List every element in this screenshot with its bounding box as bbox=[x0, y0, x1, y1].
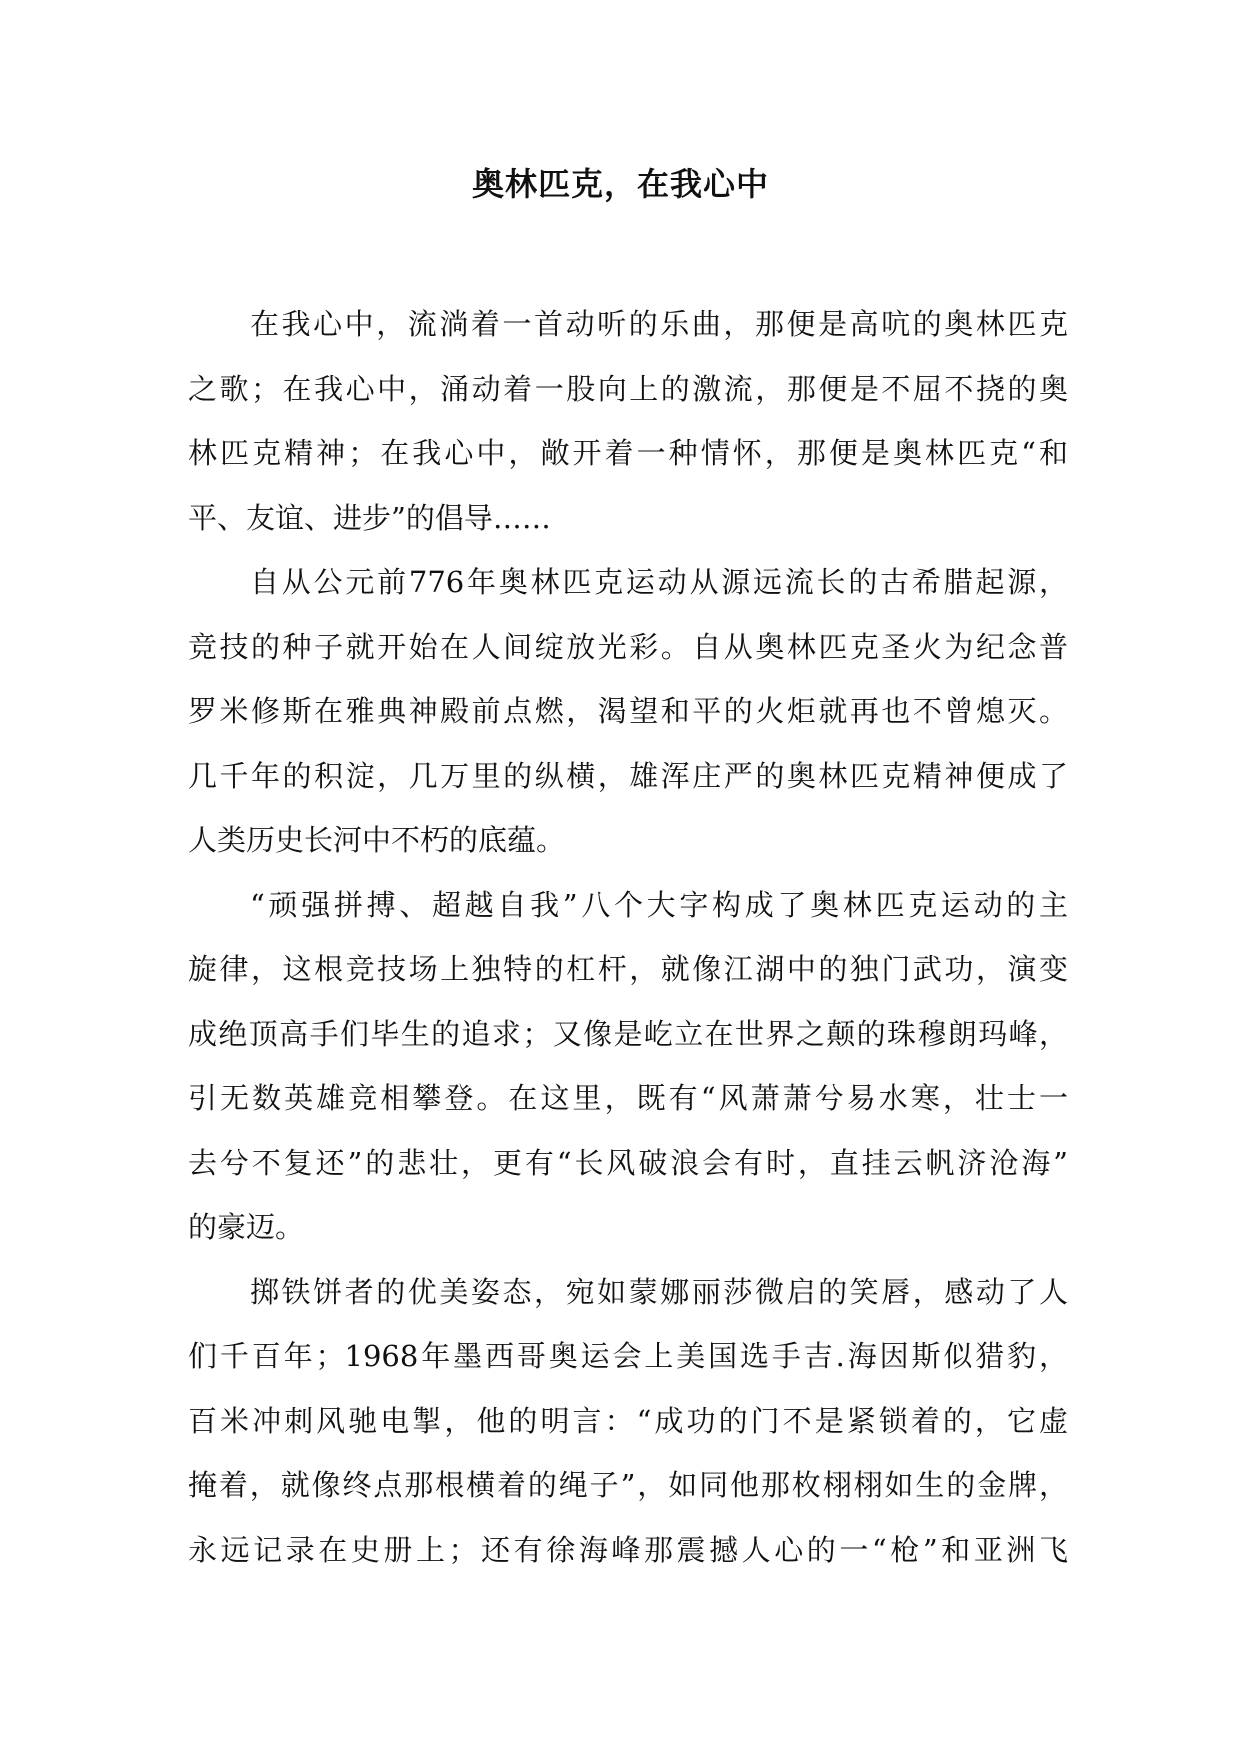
text-line: 竞技的种子就开始在人间绽放光彩。自从奥林匹克圣火为纪念普 bbox=[188, 629, 1068, 664]
text-line: 几千年的积淀，几万里的纵横，雄浑庄严的奥林匹克精神便成了 bbox=[188, 758, 1068, 793]
text-line: 在我心中，流淌着一首动听的乐曲，那便是高吭的奥林匹克 bbox=[250, 307, 1068, 341]
paragraph-4 bbox=[188, 1260, 1068, 1583]
text-line: 旋律，这根竞技场上独特的杠杆，就像江湖中的独门武功，演变 bbox=[188, 952, 1068, 986]
text-line: 引无数英雄竞相攀登。在这里，既有“风萧萧兮易水寒，壮士一 bbox=[188, 1081, 1068, 1115]
text-line: “顽强拼搏、超越自我”八个大字构成了奥林匹克运动的主 bbox=[250, 887, 1068, 922]
text-line: 林匹克精神；在我心中，敞开着一种情怀，那便是奥林匹克“和 bbox=[188, 436, 1068, 470]
text-line: 永远记录在史册上；还有徐海峰那震撼人心的一“枪”和亚洲飞 bbox=[188, 1532, 1068, 1567]
paragraph-3 bbox=[188, 873, 1068, 1260]
text-line: 之歌；在我心中，涌动着一股向上的激流，那便是不屈不挠的奥 bbox=[188, 371, 1068, 406]
text-line: 人类历史长河中不朽的底蕴。 bbox=[188, 823, 566, 857]
text-line: 自从公元前776年奥林匹克运动从源远流长的古希腊起源， bbox=[250, 565, 1068, 599]
document-body bbox=[188, 292, 1068, 1582]
document-title: 奥林匹克，在我心中 bbox=[471, 165, 769, 203]
paragraph-1 bbox=[188, 292, 1068, 550]
text-line: 掩着，就像终点那根横着的绳子”，如同他那枚栩栩如生的金牌， bbox=[188, 1468, 1068, 1502]
text-line: 罗米修斯在雅典神殿前点燃，渴望和平的火炬就再也不曾熄灭。 bbox=[188, 694, 1068, 728]
paragraph-2 bbox=[188, 550, 1068, 873]
text-line: 去兮不复还”的悲壮，更有“长风破浪会有时，直挂云帆济沧海” bbox=[188, 1145, 1068, 1180]
text-line: 的豪迈。 bbox=[188, 1210, 305, 1244]
text-line: 掷铁饼者的优美姿态，宛如蒙娜丽莎微启的笑唇，感动了人 bbox=[250, 1274, 1068, 1309]
text-line: 成绝顶高手们毕生的追求；又像是屹立在世界之颠的珠穆朗玛峰， bbox=[188, 1016, 1068, 1051]
text-line: 百米冲刺风驰电掣，他的明言：“成功的门不是紧锁着的，它虚 bbox=[188, 1403, 1068, 1438]
text-line: 们千百年；1968年墨西哥奥运会上美国选手吉.海因斯似猎豹， bbox=[188, 1339, 1068, 1373]
text-line: 平、友谊、进步”的倡导…… bbox=[188, 500, 551, 535]
